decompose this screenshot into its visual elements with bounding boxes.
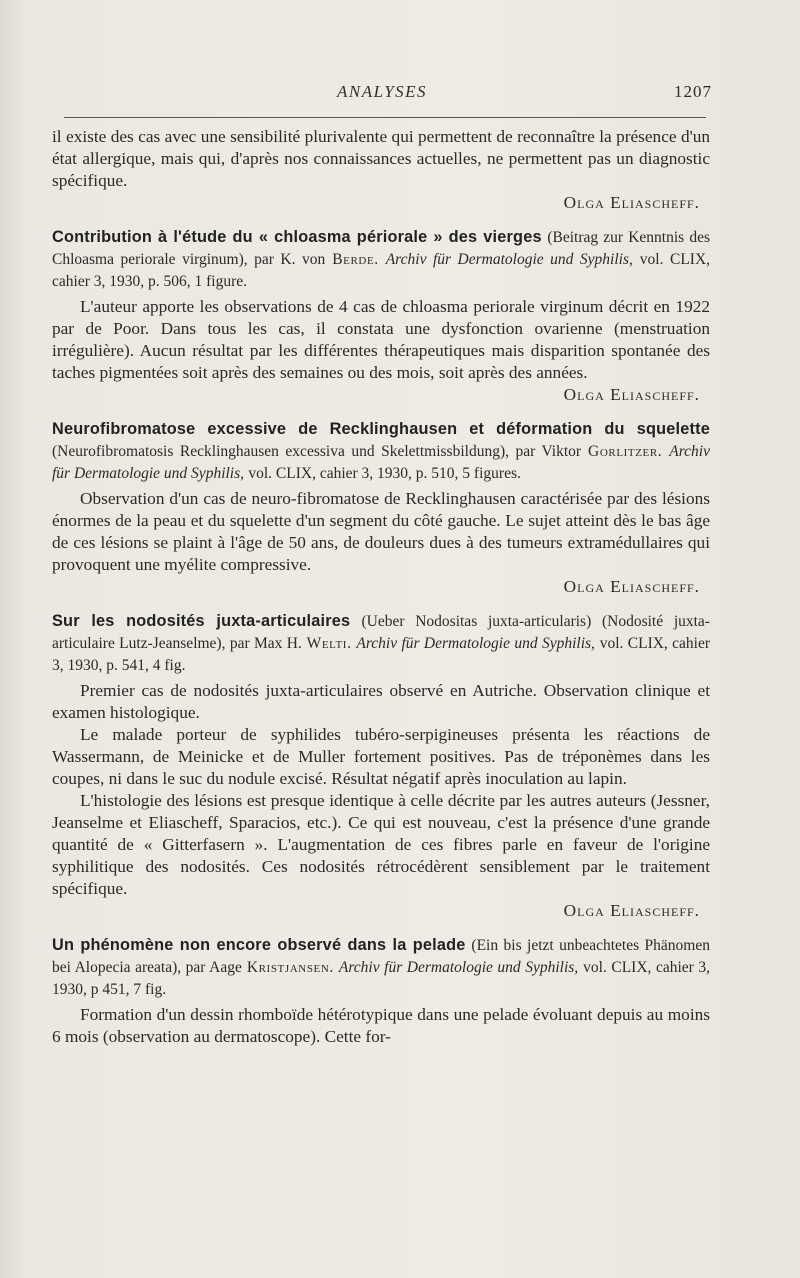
article-ref-journal: Archiv für Dermatologie und Syphilis,: [385, 251, 633, 268]
article-ref-post: vol. CLIX, cahier 3, 1930, p. 510, 5 figures.: [248, 465, 521, 482]
article-paragraph: Le malade porteur de syphilides tubéro-serpigineuses présenta les réactions de Wassermann, de Meinicke et de Muller fortement positives. Pas de tréponèmes dans les coupes, ni dans le suc du nodule excisé. Résultat négatif après inoculation au lapin.: [52, 725, 710, 788]
page-content: [52, 126, 710, 1048]
article-ref-author: Berde.: [332, 251, 379, 268]
article-title: Neurofibromatose excessive de Recklinghausen et déformation du squelette: [52, 420, 710, 438]
article-title: Un phénomène non encore observé dans la pelade: [52, 936, 466, 954]
article-paragraph: Premier cas de nodosités juxta-articulaires observé en Autriche. Observation clinique et examen histologique.: [52, 681, 710, 722]
article-ref-author: Welti.: [306, 635, 352, 652]
article-chloasma: [52, 226, 710, 406]
article-ref-post: vol. CLIX, cahier 3, 1930, p 451, 7 fig.: [52, 959, 710, 998]
article-ref-author: Kristjansen.: [246, 959, 334, 976]
article-ref-post: vol. CLIX, cahier 3, 1930, p. 541, 4 fig.: [52, 635, 711, 674]
article-nodosites: [52, 610, 710, 922]
article-ref-pre: (Ueber Nodositas juxta-articularis) (Nodosité juxta-articulaire Lutz-Jeanselme), par Max H.: [52, 613, 710, 652]
page-number: 1207: [674, 82, 712, 101]
intro-signature: Olga Eliascheff.: [563, 193, 700, 212]
article-ref-post: vol. CLIX, cahier 3, 1930, p. 506, 1 figure.: [52, 251, 711, 290]
article-heading: [52, 226, 710, 292]
page-header: [52, 82, 712, 112]
intro-text: il existe des cas avec une sensibilité plurivalente qui permettent de reconnaître la présence d'un état allergique, mais qui, d'après nos connaissances actuelles, ne permettent pas un diagnostic spécifique.: [52, 127, 710, 190]
article-heading: [52, 610, 710, 676]
article-signature: Olga Eliascheff.: [563, 577, 700, 596]
article-paragraph: L'histologie des lésions est presque identique à celle décrite par les autres auteurs (Jessner, Jeanselme et Eliascheff, Sparacios, etc.). Ce qui est nouveau, c'est la présence d'une grande quantité de « Gitterfasern ». L'augmentation de ces fibres parle en faveur de l'origine syphilitique des nodosités. Ces nodosités rétrocédèrent sensiblement par le traitement spécifique.: [52, 791, 710, 898]
article-heading: [52, 934, 710, 1000]
article-signature: Olga Eliascheff.: [563, 385, 700, 404]
intro-section: [52, 126, 710, 214]
article-pelade: [52, 934, 710, 1048]
article-ref-journal: Archiv für Dermatologie und Syphilis,: [356, 635, 595, 652]
article-ref-journal: Archiv für Dermatologie und Syphilis,: [338, 959, 579, 976]
article-heading: [52, 418, 710, 484]
article-ref-pre: (Neurofibromatosis Recklinghausen excessiva und Skelettmissbildung), par Viktor: [52, 443, 582, 460]
article-ref-author: Gorlitzer.: [588, 443, 663, 460]
header-rule: [64, 117, 706, 118]
article-paragraph: L'auteur apporte les observations de 4 cas de chloasma periorale virginum décrit en 1922 par de Poor. Dans tous les cas, il constata une dysfonction ovarienne (menstruation irrégulière). Aucun résultat par les différentes thérapeutiques mais disparition spontanée des taches pigmentées soit après des semaines ou des mois, soit après des années.: [52, 297, 710, 382]
article-signature: Olga Eliascheff.: [563, 901, 700, 920]
article-paragraph: Formation d'un dessin rhomboïde hétérotypique dans une pelade évoluant depuis au moins 6 mois (observation au dermatoscope). Cette for-: [52, 1005, 710, 1046]
article-ref-journal: Archiv für Dermatologie und Syphilis,: [52, 443, 710, 482]
article-paragraph: Observation d'un cas de neuro-fibromatose de Recklinghausen caractérisée par des lésions énormes de la peau et du squelette d'un segment du côté gauche. Le sujet atteint dès le bas âge de ces lésions se plaint à l'âge de 50 ans, de douleurs dues à des tumeurs extramédullaires qui provoquent une myélite compressive.: [52, 489, 710, 574]
article-ref-pre: (Ein bis jetzt unbeachtetes Phänomen bei Alopecia areata), par Aage: [52, 937, 710, 976]
article-neurofibromatose: [52, 418, 710, 598]
running-head: ANALYSES: [336, 82, 428, 101]
article-ref-pre: (Beitrag zur Kenntnis des Chloasma periorale virginum), par K. von: [52, 229, 710, 268]
article-title: Sur les nodosités juxta-articulaires: [52, 612, 351, 630]
article-title: Contribution à l'étude du « chloasma périorale » des vierges: [52, 228, 542, 246]
